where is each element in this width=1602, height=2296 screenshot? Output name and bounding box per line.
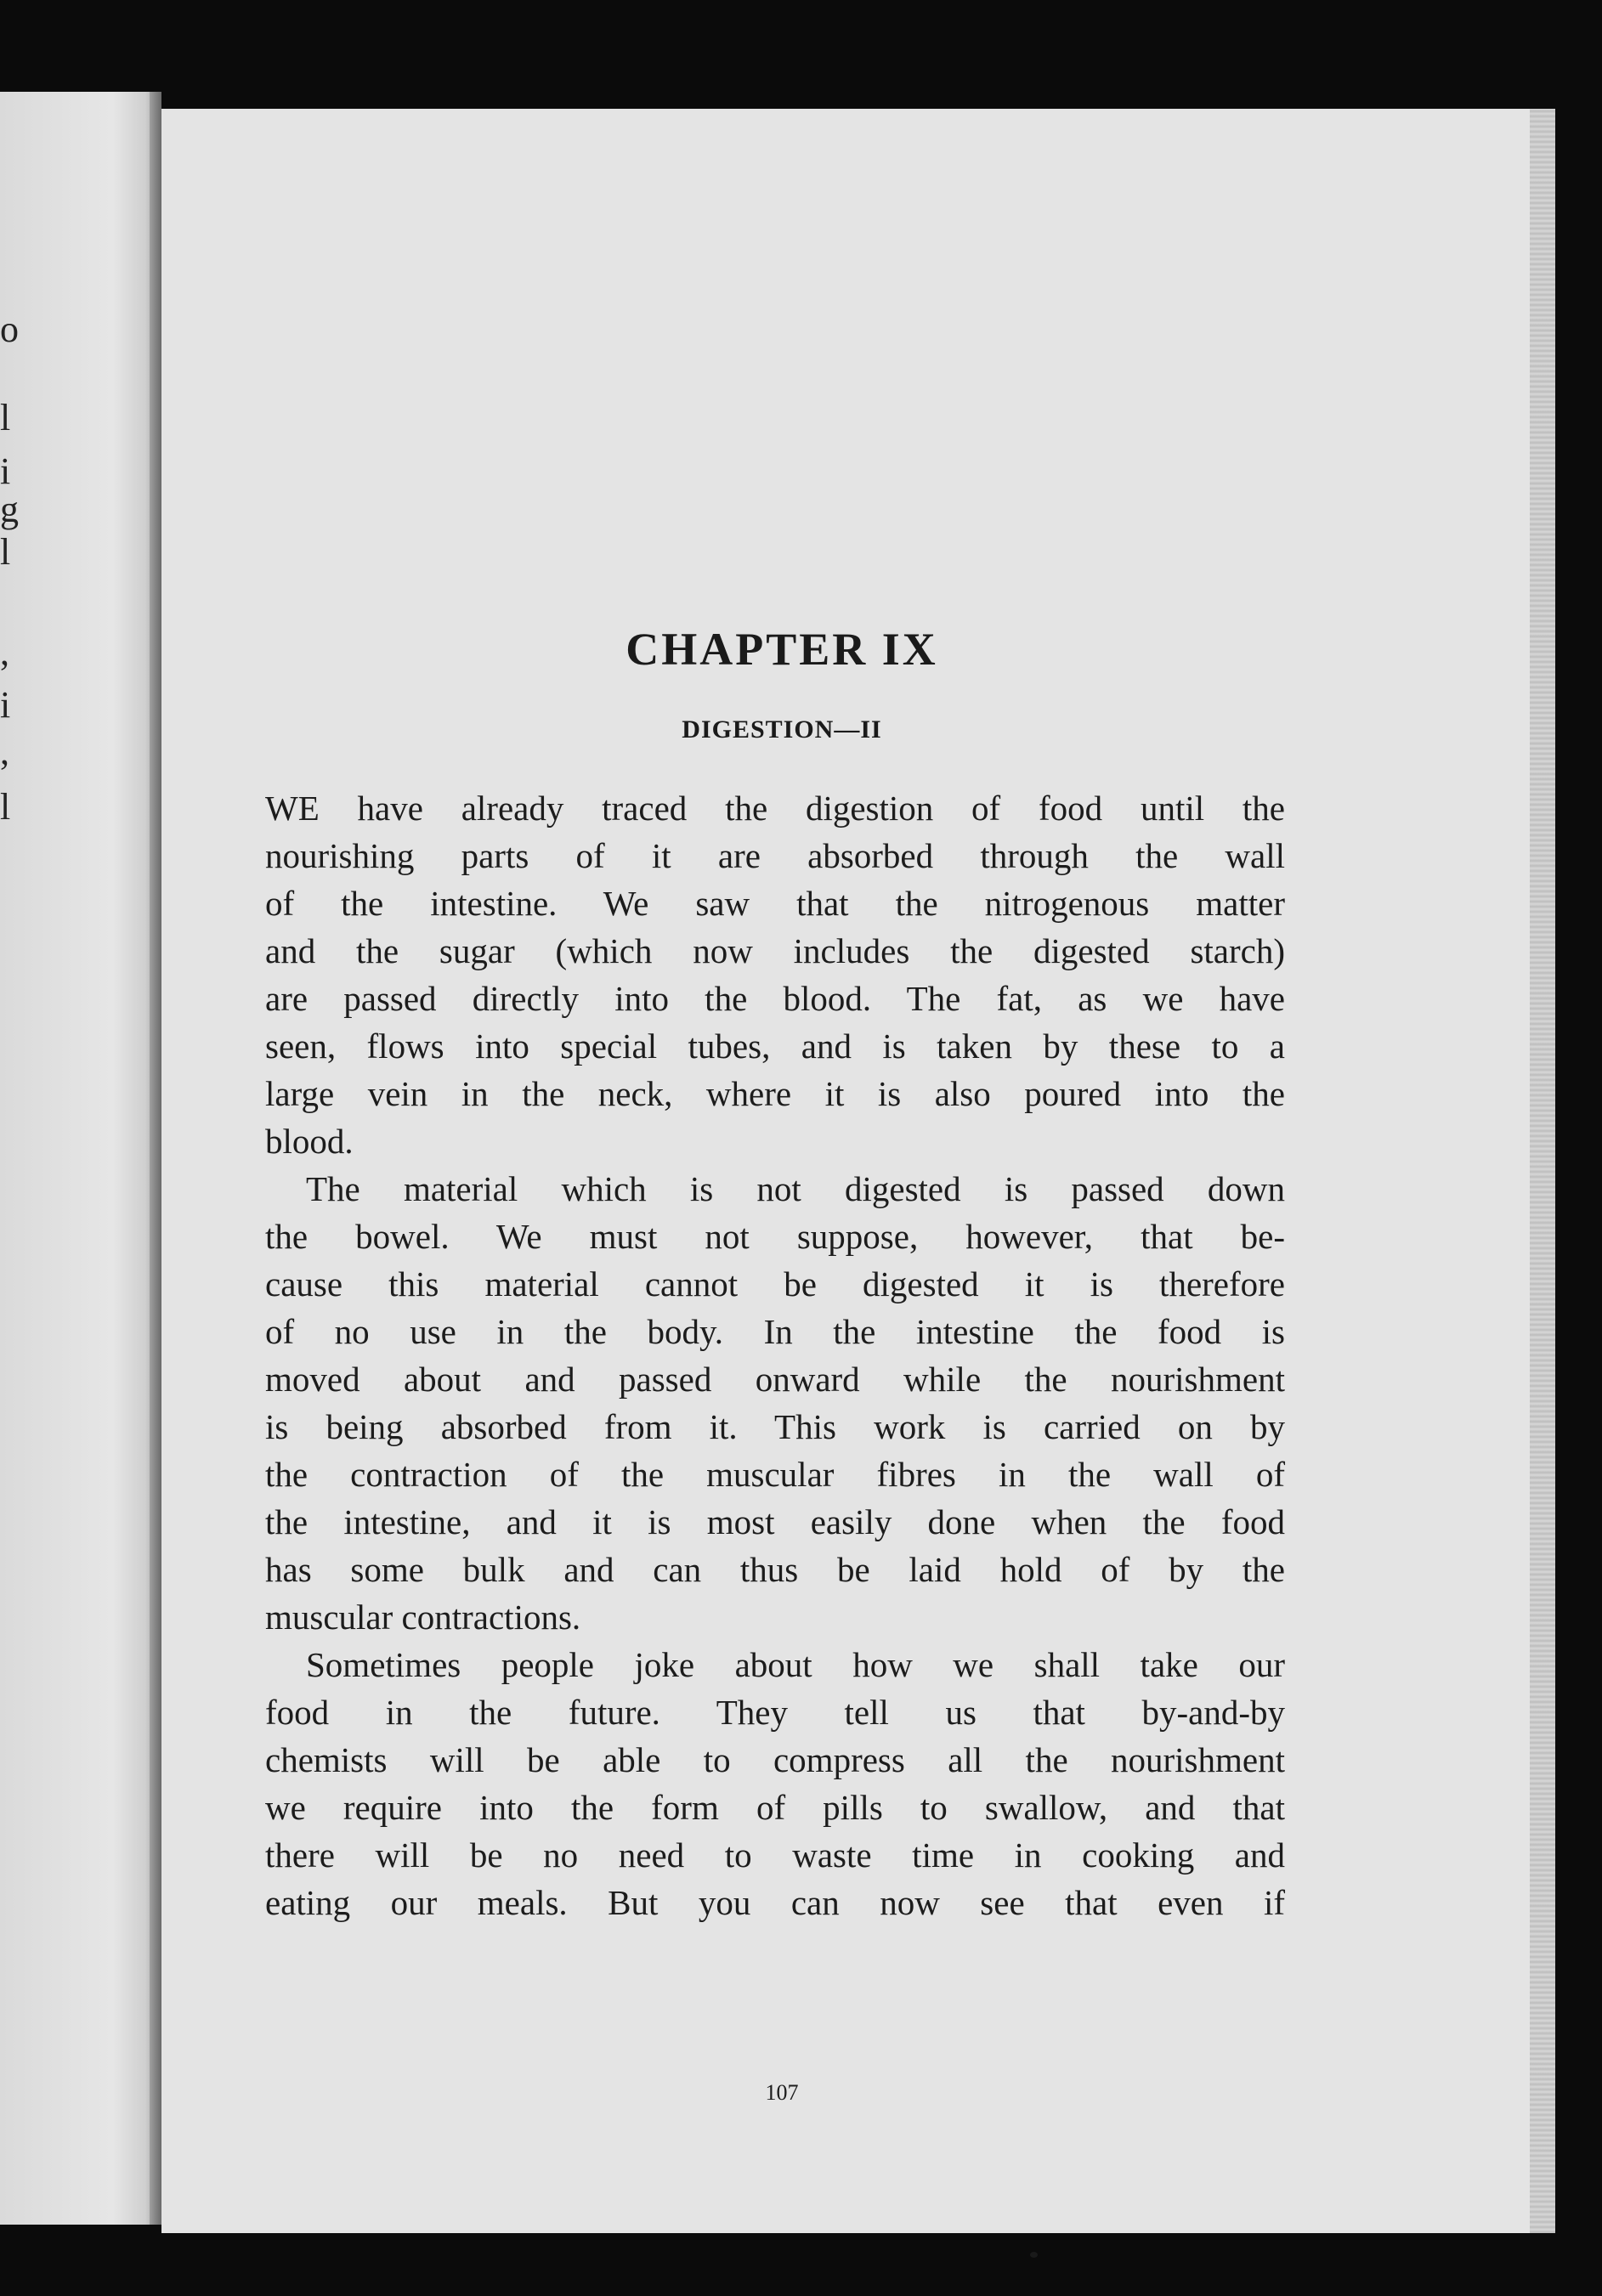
paragraph [265,1641,1285,1926]
facing-page-glyph: g [0,489,19,530]
facing-page-glyph: , [0,631,9,673]
text-line: cause this material cannot be digested it is therefore [265,1264,1285,1304]
facing-page-glyph: i [0,684,11,726]
ink-speck [1030,2252,1038,2258]
text-line: Sometimes people joke about how we shall take our [306,1645,1285,1684]
text-line: the contraction of the muscular fibres in the wall of [265,1455,1285,1494]
facing-page-glyph: , [0,731,9,772]
text-line: eating our meals. But you can now see that even if [265,1883,1285,1922]
text-line: food in the future. They tell us that by-and-by [265,1693,1285,1732]
facing-page-glyph: l [0,531,11,573]
text-line: blood. [265,1122,354,1161]
chapter-subtitle: DIGESTION—II [682,715,882,744]
text-line: is being absorbed from it. This work is carried on by [265,1407,1285,1446]
text-line: nourishing parts of it are absorbed through the wall [265,836,1285,875]
facing-page-edge [0,92,161,2225]
text-line: of no use in the body. In the intestine the food is [265,1312,1285,1351]
text-line: there will be no need to waste time in cooking and [265,1835,1285,1875]
book-spine-shadow [150,92,161,2225]
body-text [265,784,1285,1926]
page-number: 107 [765,2080,799,2105]
text-line: has some bulk and can thus be laid hold of by the [265,1550,1285,1589]
facing-page-glyph: o [0,308,19,350]
text-line: the intestine, and it is most easily done when the food [265,1502,1285,1541]
facing-page-glyph: i [0,450,11,492]
text-line: and the sugar (which now includes the digested starch) [265,931,1285,970]
text-line: chemists will be able to compress all the nourishment [265,1740,1285,1779]
text-line: seen, flows into special tubes, and is taken by these to a [265,1026,1285,1066]
text-line: The material which is not digested is passed down [306,1169,1285,1208]
text-line: muscular contractions. [265,1598,581,1637]
text-line: moved about and passed onward while the nourishment [265,1360,1285,1399]
paragraph [265,1165,1285,1641]
page-edge [1530,109,1555,2233]
text-line: the bowel. We must not suppose, however, that be- [265,1217,1285,1256]
text-line: are passed directly into the blood. The fat, as we have [265,979,1285,1018]
facing-page-glyph: l [0,786,11,828]
text-line: of the intestine. We saw that the nitrogenous matter [265,884,1285,923]
text-line: we require into the form of pills to swallow, and that [265,1788,1285,1827]
chapter-title: CHAPTER IX [626,624,938,675]
paragraph [265,784,1285,1165]
text-line: WE have already traced the digestion of food until the [265,789,1285,828]
book-page [161,109,1555,2233]
text-line: large vein in the neck, where it is also poured into the [265,1074,1285,1113]
facing-page-glyph: l [0,397,11,438]
